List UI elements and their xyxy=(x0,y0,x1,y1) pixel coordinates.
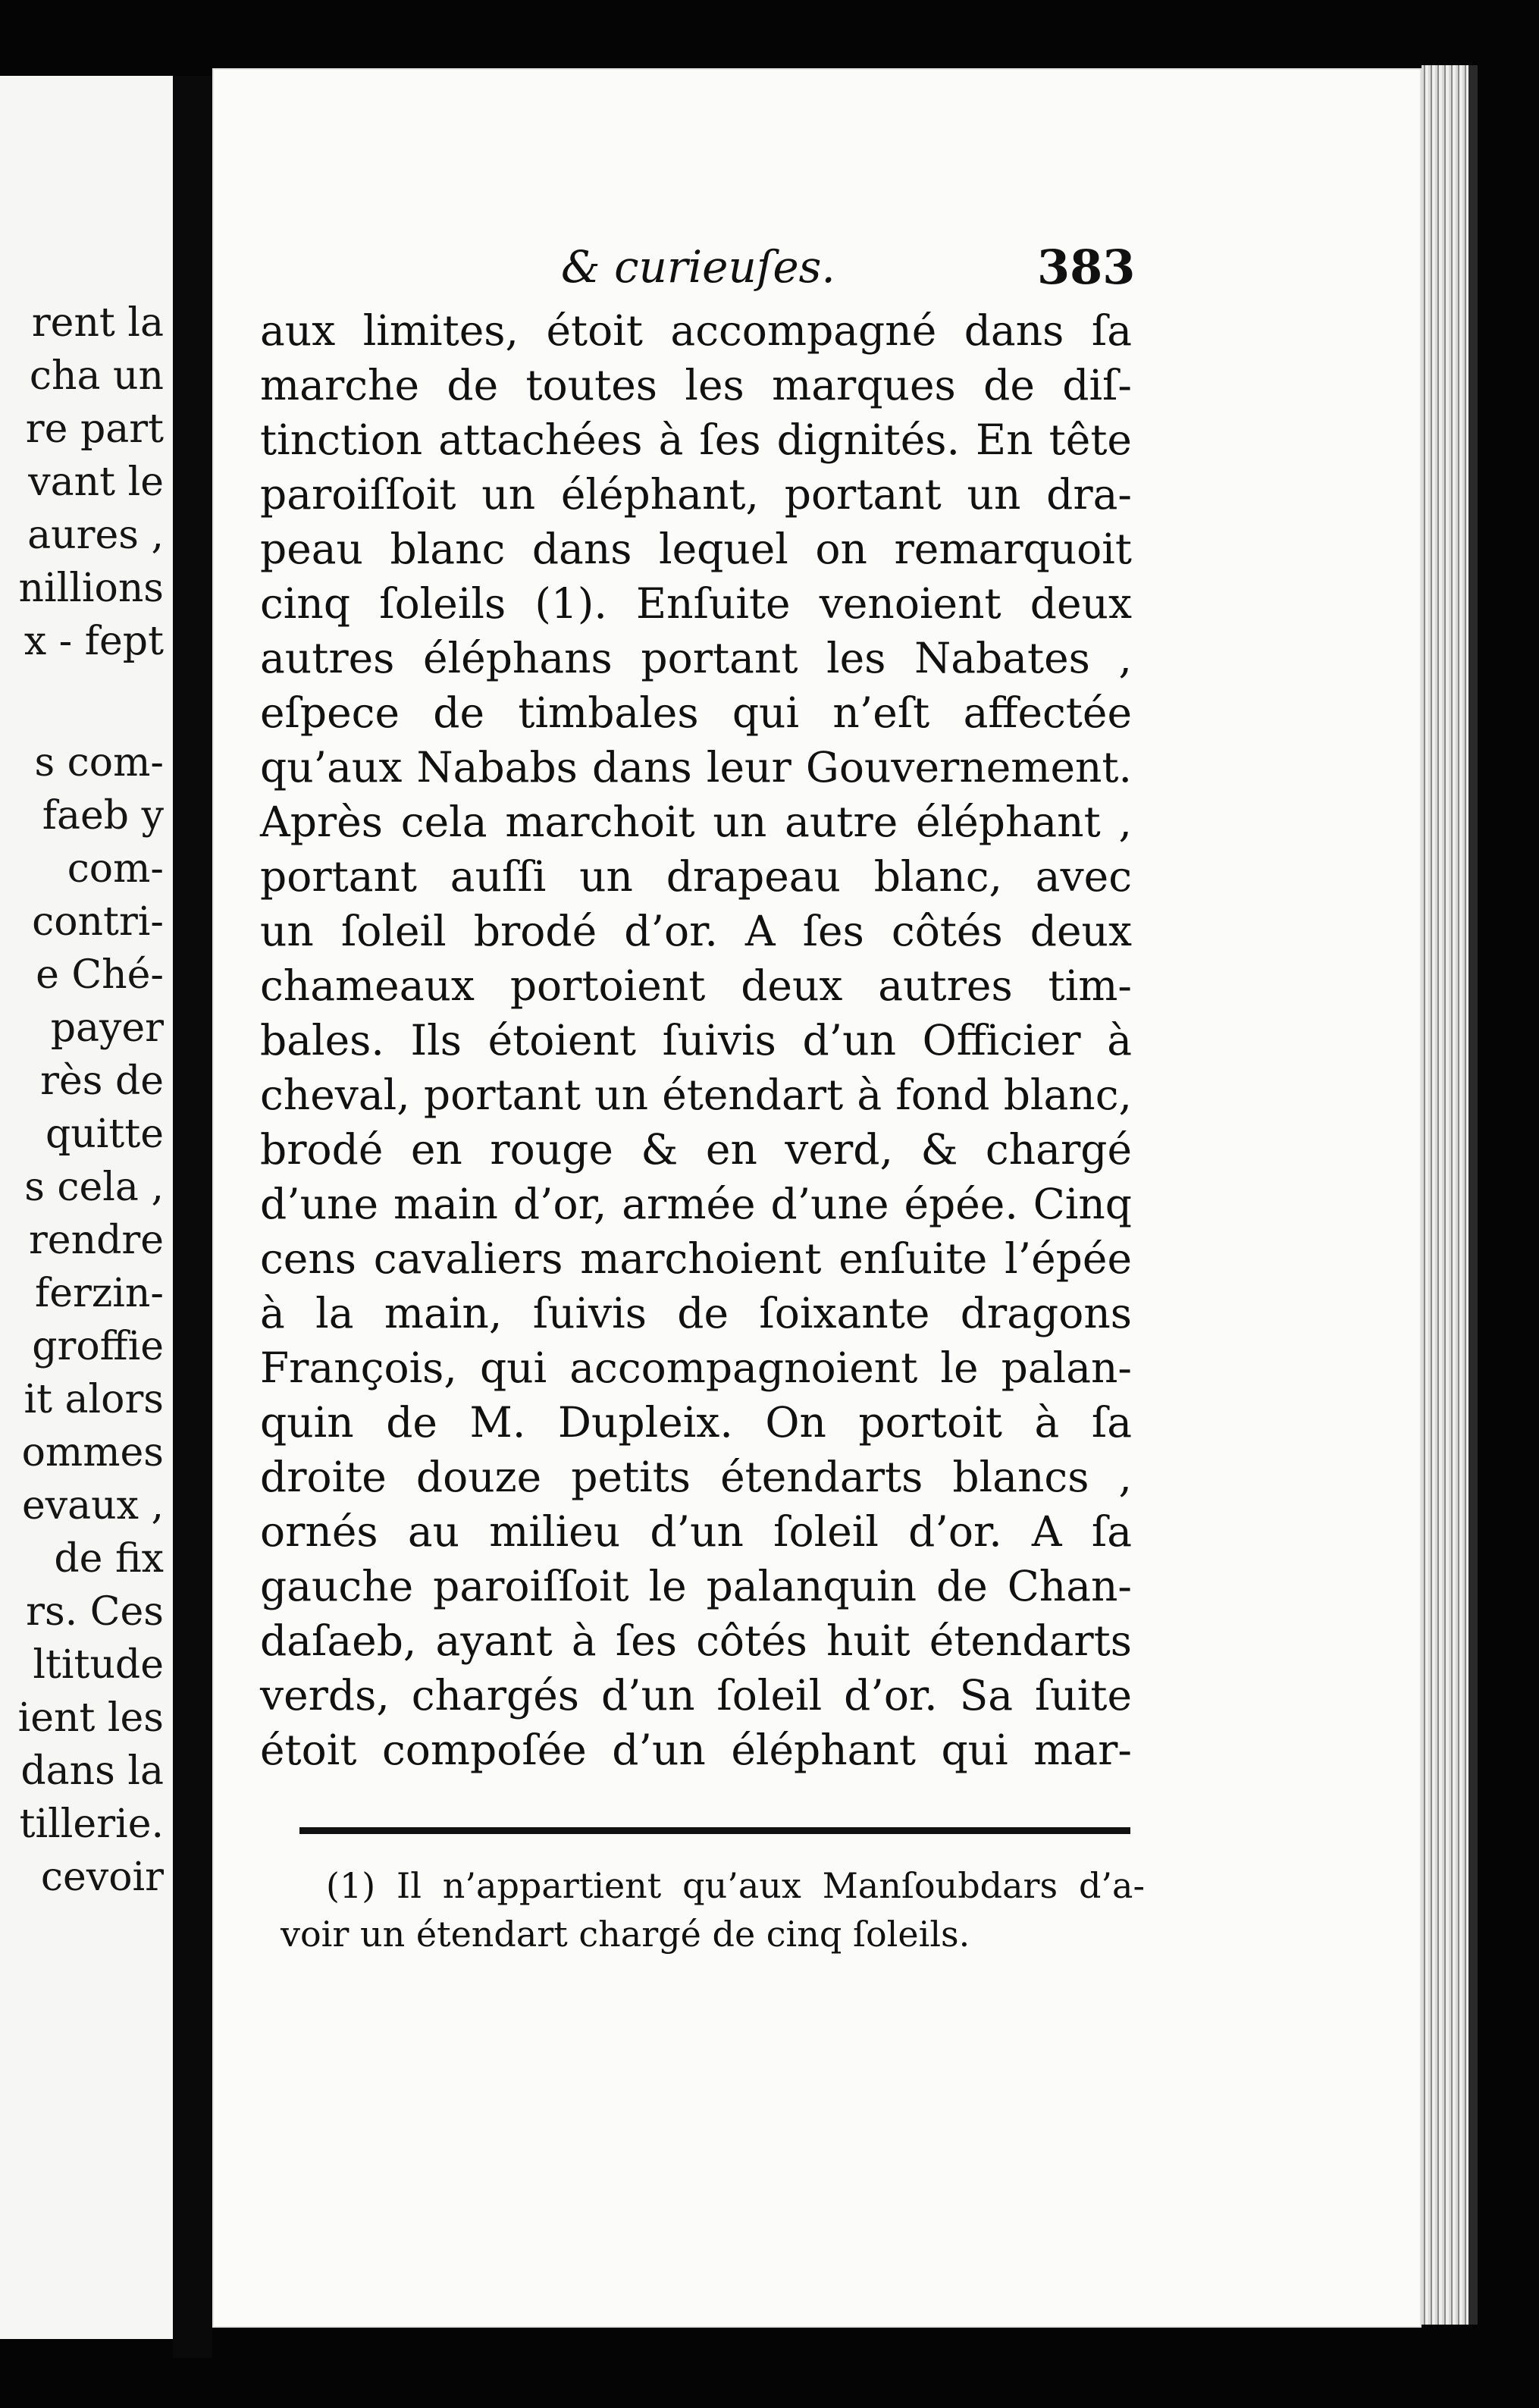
left-page-line: evaux , xyxy=(21,1483,164,1529)
left-page-line: re part xyxy=(25,406,164,452)
page-number: 383 xyxy=(1037,240,1136,295)
page-edge-shadow xyxy=(1468,65,1478,2325)
body-line: paroiſſoit un éléphant, portant un dra- xyxy=(260,470,1132,519)
left-page-line: ommes xyxy=(21,1430,164,1475)
left-page-line: vant le xyxy=(28,459,164,505)
left-page-line: ferzin- xyxy=(35,1271,164,1316)
left-page-line: com- xyxy=(67,846,164,892)
body-line: peau blanc dans lequel on remarquoit xyxy=(260,525,1132,573)
body-line: à la main, ſuivis de ſoixante dragons xyxy=(260,1289,1132,1337)
body-line: François, qui accompagnoient le palan- xyxy=(260,1344,1132,1392)
left-page-line: rès de xyxy=(40,1058,164,1104)
body-line: daſaeb, ayant à ſes côtés huit étendarts xyxy=(260,1616,1132,1665)
left-page-line: ltitude xyxy=(33,1642,164,1688)
left-page-line: rent la xyxy=(31,300,164,346)
body-line: chameaux portoient deux autres tim- xyxy=(260,961,1132,1010)
body-line: verds, chargés d’un ſoleil d’or. Sa ſuite xyxy=(260,1671,1132,1720)
body-line: cens cavaliers marchoient enſuite l’épée xyxy=(260,1234,1132,1283)
left-page-line: quitte xyxy=(45,1112,164,1157)
left-page-line: tillerie. xyxy=(19,1801,164,1847)
body-line: brodé en rouge & en verd, & chargé xyxy=(260,1125,1132,1174)
left-page-line: cha un xyxy=(29,353,164,399)
body-line: aux limites, étoit accompagné dans ſa xyxy=(260,306,1132,355)
body-line: cheval, portant un étendart à fond blanc, xyxy=(260,1071,1132,1119)
left-page-line: e Ché- xyxy=(36,952,164,998)
left-page-line: rs. Ces xyxy=(26,1589,164,1635)
body-line: eſpece de timbales qui n’eſt affectée xyxy=(260,688,1132,737)
footnote xyxy=(281,1861,1145,1958)
left-facing-page xyxy=(0,76,173,2339)
body-line: étoit compoſée d’un éléphant qui mar- xyxy=(260,1726,1132,1774)
left-page-line: faeb y xyxy=(42,793,164,839)
left-page-line: s cela , xyxy=(24,1165,164,1210)
body-line: un ſoleil brodé d’or. A ſes côtés deux xyxy=(260,907,1132,955)
left-page-line: aures , xyxy=(27,513,164,558)
footnote-rule xyxy=(299,1827,1130,1834)
body-line: portant auſſi un drapeau blanc, avec xyxy=(260,852,1132,901)
left-page-line: contri- xyxy=(32,899,164,945)
left-page-line: ient les xyxy=(17,1695,164,1741)
body-line: cinq ſoleils (1). Enſuite venoient deux xyxy=(260,579,1132,628)
left-page-line: de fix xyxy=(54,1536,164,1582)
body-line: bales. Ils étoient ſuivis d’un Officier à xyxy=(260,1016,1132,1064)
body-line: gauche paroiſſoit le palanquin de Chan- xyxy=(260,1562,1132,1610)
left-page-line: s com- xyxy=(34,740,164,785)
body-line: qu’aux Nababs dans leur Gouvernement. xyxy=(260,743,1132,792)
left-page-line: groffie xyxy=(32,1324,164,1369)
left-page-line: cevoir xyxy=(40,1855,164,1900)
body-line: d’une main d’or, armée d’une épée. Cinq xyxy=(260,1180,1132,1228)
book-gutter xyxy=(173,76,212,2358)
body-line: ornés au milieu d’un ſoleil d’or. A ſa xyxy=(260,1507,1132,1556)
body-text xyxy=(260,303,1132,1777)
body-line: droite douze petits étendarts blancs , xyxy=(260,1453,1132,1501)
left-page-line: nillions xyxy=(18,566,164,611)
left-page-line: x - fept xyxy=(24,619,164,664)
left-page-line: rendre xyxy=(28,1218,164,1263)
body-line: quin de M. Dupleix. On portoit à ſa xyxy=(260,1398,1132,1447)
body-line: Après cela marchoit un autre éléphant , xyxy=(260,798,1132,846)
running-head: & curieuſes. xyxy=(561,241,835,293)
body-line: marche de toutes les marques de diſ- xyxy=(260,361,1132,409)
page-edge-stack xyxy=(1421,65,1468,2325)
footnote-line: (1) Il n’appartient qu’aux Manſoubdars d’a- xyxy=(326,1865,1145,1906)
left-page-line: payer xyxy=(50,1005,164,1051)
footnote-line: voir un étendart chargé de cinq ſoleils. xyxy=(281,1914,970,1955)
left-page-line: it alors xyxy=(24,1377,164,1422)
body-line: autres éléphans portant les Nabates , xyxy=(260,634,1132,682)
left-page-line: dans la xyxy=(20,1748,164,1794)
body-line: tinction attachées à ſes dignités. En tête xyxy=(260,415,1132,464)
